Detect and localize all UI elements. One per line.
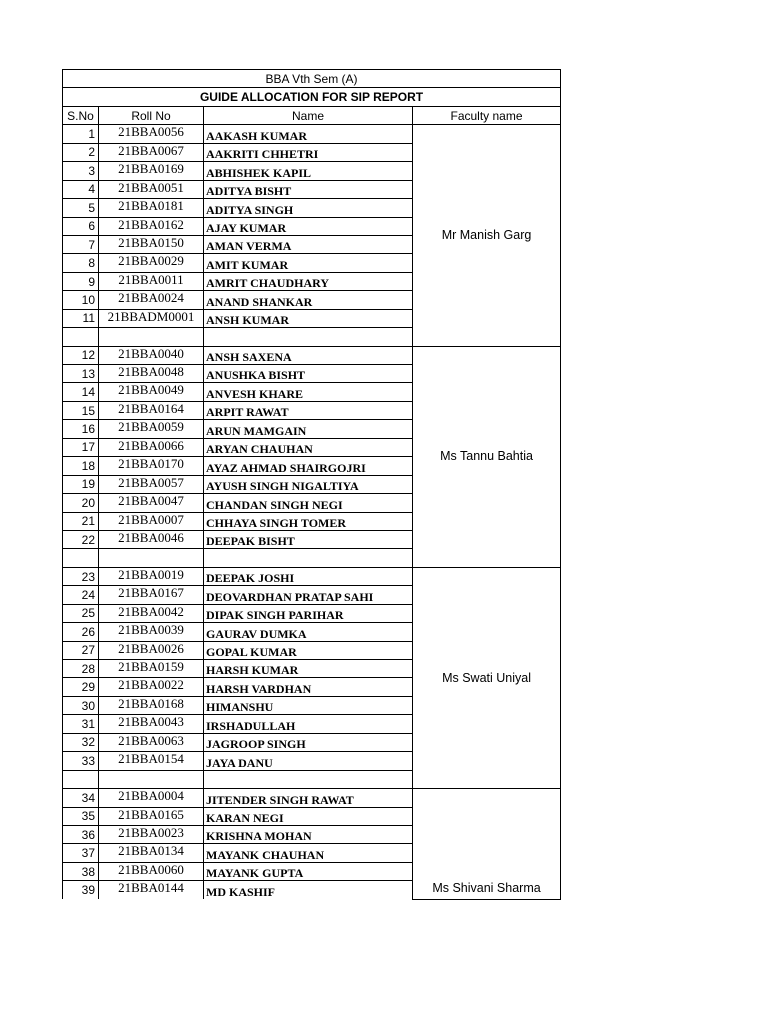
row-roll-no: 21BBA0170: [99, 457, 204, 475]
row-name: KRISHNA MOHAN: [204, 825, 413, 843]
row-sno: 4: [63, 180, 99, 198]
empty-cell: [204, 770, 413, 788]
row-roll-no: 21BBA0023: [99, 825, 204, 843]
row-sno: 38: [63, 862, 99, 880]
row-sno: 11: [63, 309, 99, 327]
row-sno: 39: [63, 881, 99, 899]
title-row: [63, 70, 561, 88]
row-name: ANAND SHANKAR: [204, 291, 413, 309]
row-sno: 32: [63, 733, 99, 751]
column-header-roll: Roll No: [99, 106, 204, 124]
row-sno: 7: [63, 235, 99, 253]
row-roll-no: 21BBA0048: [99, 365, 204, 383]
row-roll-no: 21BBA0067: [99, 143, 204, 161]
row-roll-no: 21BBA0046: [99, 530, 204, 548]
row-sno: 14: [63, 383, 99, 401]
row-roll-no: 21BBA0169: [99, 162, 204, 180]
row-name: AYAZ AHMAD SHAIRGOJRI: [204, 457, 413, 475]
row-name: AAKRITI CHHETRI: [204, 143, 413, 161]
row-roll-no: 21BBA0040: [99, 346, 204, 364]
row-sno: 37: [63, 844, 99, 862]
row-name: ABHISHEK KAPIL: [204, 162, 413, 180]
row-roll-no: 21BBA0047: [99, 494, 204, 512]
row-name: AMRIT CHAUDHARY: [204, 272, 413, 290]
row-name: ARPIT RAWAT: [204, 401, 413, 419]
row-roll-no: 21BBA0181: [99, 199, 204, 217]
row-sno: 19: [63, 475, 99, 493]
row-roll-no: 21BBA0066: [99, 438, 204, 456]
empty-cell: [99, 549, 204, 567]
row-roll-no: 21BBA0159: [99, 660, 204, 678]
row-roll-no: 21BBA0144: [99, 881, 204, 899]
row-name: ARYAN CHAUHAN: [204, 438, 413, 456]
row-name: MD KASHIF: [204, 881, 413, 899]
row-sno: 33: [63, 752, 99, 770]
faculty-name-cell: Ms Tannu Bahtia: [413, 346, 561, 567]
row-name: AAKASH KUMAR: [204, 125, 413, 143]
row-roll-no: 21BBA0056: [99, 125, 204, 143]
row-name: JAYA DANU: [204, 752, 413, 770]
empty-cell: [204, 549, 413, 567]
row-name: JITENDER SINGH RAWAT: [204, 789, 413, 807]
table-row: [63, 125, 561, 143]
empty-cell: [63, 328, 99, 346]
row-sno: 23: [63, 567, 99, 585]
row-name: JAGROOP SINGH: [204, 733, 413, 751]
row-roll-no: 21BBA0007: [99, 512, 204, 530]
row-roll-no: 21BBA0026: [99, 641, 204, 659]
guide-allocation-table: [62, 69, 561, 900]
row-sno: 16: [63, 420, 99, 438]
row-roll-no: 21BBA0019: [99, 567, 204, 585]
row-name: IRSHADULLAH: [204, 715, 413, 733]
sheet-title: BBA Vth Sem (A): [63, 70, 561, 88]
row-sno: 28: [63, 660, 99, 678]
row-sno: 30: [63, 696, 99, 714]
row-sno: 36: [63, 825, 99, 843]
empty-cell: [204, 328, 413, 346]
row-name: AMIT KUMAR: [204, 254, 413, 272]
row-name: ARUN MAMGAIN: [204, 420, 413, 438]
row-roll-no: 21BBA0057: [99, 475, 204, 493]
row-name: DEEPAK BISHT: [204, 530, 413, 548]
row-name: ANUSHKA BISHT: [204, 365, 413, 383]
row-name: CHHAYA SINGH TOMER: [204, 512, 413, 530]
empty-cell: [63, 770, 99, 788]
row-name: DEOVARDHAN PRATAP SAHI: [204, 586, 413, 604]
row-sno: 10: [63, 291, 99, 309]
row-sno: 22: [63, 530, 99, 548]
row-roll-no: 21BBA0060: [99, 862, 204, 880]
row-sno: 25: [63, 604, 99, 622]
row-roll-no: 21BBA0011: [99, 272, 204, 290]
row-sno: 5: [63, 199, 99, 217]
row-roll-no: 21BBA0043: [99, 715, 204, 733]
row-roll-no: 21BBA0042: [99, 604, 204, 622]
row-sno: 29: [63, 678, 99, 696]
row-roll-no: 21BBA0029: [99, 254, 204, 272]
empty-cell: [63, 549, 99, 567]
row-roll-no: 21BBA0134: [99, 844, 204, 862]
column-header-sno: S.No: [63, 106, 99, 124]
faculty-name-cell: Mr Manish Garg: [413, 125, 561, 346]
table-body: [63, 70, 561, 900]
faculty-name-cell: Ms Shivani Sharma: [413, 789, 561, 900]
row-sno: 34: [63, 789, 99, 807]
row-name: ANSH SAXENA: [204, 346, 413, 364]
row-sno: 1: [63, 125, 99, 143]
row-sno: 6: [63, 217, 99, 235]
row-sno: 2: [63, 143, 99, 161]
row-name: AMAN VERMA: [204, 235, 413, 253]
row-name: GAURAV DUMKA: [204, 623, 413, 641]
row-roll-no: 21BBA0049: [99, 383, 204, 401]
row-sno: 21: [63, 512, 99, 530]
row-sno: 13: [63, 365, 99, 383]
row-name: DIPAK SINGH PARIHAR: [204, 604, 413, 622]
row-sno: 24: [63, 586, 99, 604]
row-name: GOPAL KUMAR: [204, 641, 413, 659]
row-roll-no: 21BBA0059: [99, 420, 204, 438]
row-name: CHANDAN SINGH NEGI: [204, 494, 413, 512]
row-name: ANVESH KHARE: [204, 383, 413, 401]
row-roll-no: 21BBA0164: [99, 401, 204, 419]
row-name: MAYANK GUPTA: [204, 862, 413, 880]
row-sno: 20: [63, 494, 99, 512]
table-row: [63, 789, 561, 807]
column-header-row: [63, 106, 561, 124]
row-sno: 9: [63, 272, 99, 290]
empty-cell: [99, 328, 204, 346]
row-name: KARAN NEGI: [204, 807, 413, 825]
row-roll-no: 21BBA0063: [99, 733, 204, 751]
row-roll-no: 21BBA0024: [99, 291, 204, 309]
row-sno: 35: [63, 807, 99, 825]
row-name: HIMANSHU: [204, 696, 413, 714]
row-roll-no: 21BBA0022: [99, 678, 204, 696]
row-name: ADITYA SINGH: [204, 199, 413, 217]
row-roll-no: 21BBA0004: [99, 789, 204, 807]
row-roll-no: 21BBA0150: [99, 235, 204, 253]
row-name: DEEPAK JOSHI: [204, 567, 413, 585]
row-roll-no: 21BBA0167: [99, 586, 204, 604]
row-sno: 26: [63, 623, 99, 641]
faculty-name-cell: Ms Swati Uniyal: [413, 567, 561, 788]
row-roll-no: 21BBA0168: [99, 696, 204, 714]
row-name: AYUSH SINGH NIGALTIYA: [204, 475, 413, 493]
row-sno: 3: [63, 162, 99, 180]
column-header-faculty: Faculty name: [413, 106, 561, 124]
row-roll-no: 21BBA0162: [99, 217, 204, 235]
column-header-name: Name: [204, 106, 413, 124]
row-sno: 8: [63, 254, 99, 272]
row-name: MAYANK CHAUHAN: [204, 844, 413, 862]
empty-cell: [99, 770, 204, 788]
row-roll-no: 21BBA0039: [99, 623, 204, 641]
row-name: HARSH VARDHAN: [204, 678, 413, 696]
row-roll-no: 21BBA0154: [99, 752, 204, 770]
row-sno: 31: [63, 715, 99, 733]
row-roll-no: 21BBA0051: [99, 180, 204, 198]
row-sno: 27: [63, 641, 99, 659]
table-row: [63, 346, 561, 364]
row-name: ADITYA BISHT: [204, 180, 413, 198]
row-name: AJAY KUMAR: [204, 217, 413, 235]
row-name: ANSH KUMAR: [204, 309, 413, 327]
sheet-subtitle: GUIDE ALLOCATION FOR SIP REPORT: [63, 88, 561, 106]
table-row: [63, 567, 561, 585]
row-roll-no: 21BBADM0001: [99, 309, 204, 327]
row-sno: 12: [63, 346, 99, 364]
subtitle-row: [63, 88, 561, 106]
row-sno: 15: [63, 401, 99, 419]
row-name: HARSH KUMAR: [204, 660, 413, 678]
row-sno: 18: [63, 457, 99, 475]
row-roll-no: 21BBA0165: [99, 807, 204, 825]
row-sno: 17: [63, 438, 99, 456]
